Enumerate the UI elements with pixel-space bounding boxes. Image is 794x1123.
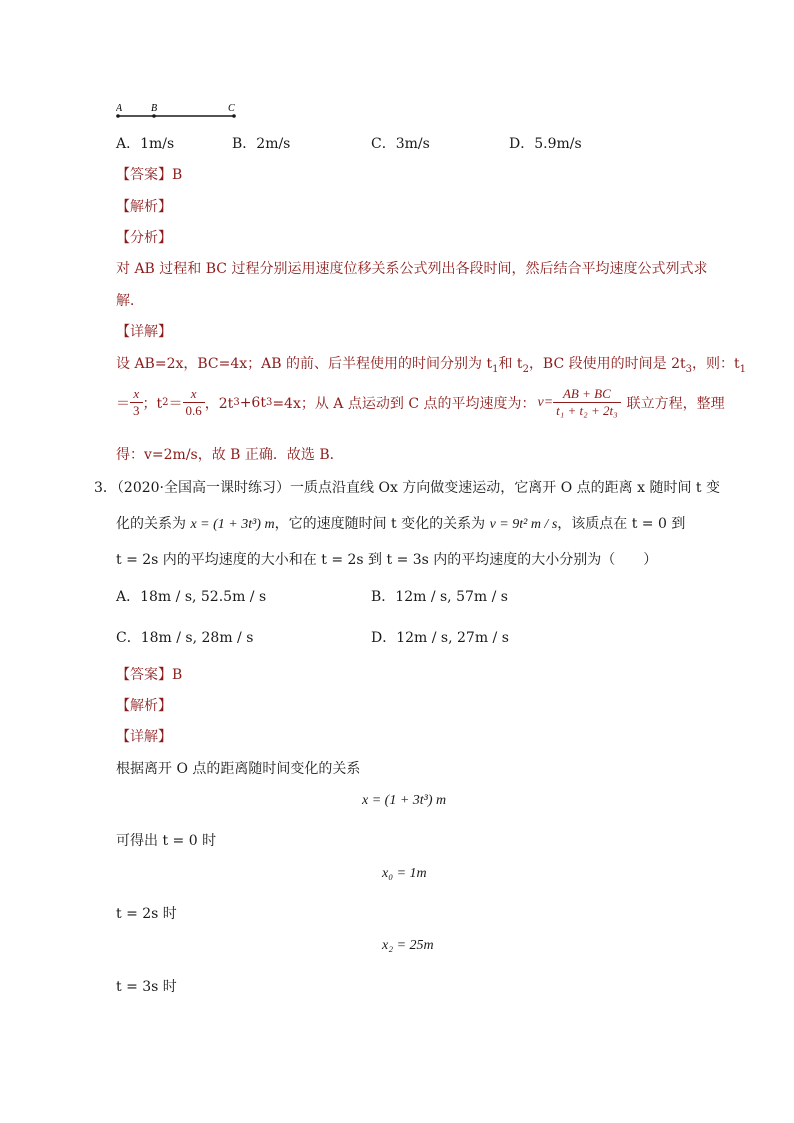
q3-stem-line2: 化的关系为 x = (1 + 3t³) m，它的速度随时间 t 变化的关系为 v = 9t² m / s，该质点在 t = 0 到 [116,516,686,532]
q3-solution-line1: 根据离开 O 点的距离随时间变化的关系 [116,761,361,777]
question-number: 3． [94,480,117,496]
point-b-label: B [151,103,158,114]
q3-equation-2: x₀ = 1m [382,866,427,881]
q2-answer-row [116,164,182,184]
q2-option-d: D．5.9m/s [509,136,582,152]
segment-abc-figure [116,101,238,121]
question-source: （2020·全国高一课时练习） [116,480,291,496]
q2-option-a: A．1m/s [116,136,175,152]
fraction-x-over-3: $\frac{x}{3}$ [130,386,143,419]
q3-option-c: C．18m / s, 28m / s [116,630,254,646]
q3-option-d: D．12m / s, 27m / s [371,630,509,646]
q2-detail-line2: ＝ $\frac{x}{3}$ ；t 2 ＝ $\frac{x}{0.6}$ ，2t 3 +6t 3 =4x；从 A 点运动到 C 点的平均速度为： v= $\frac{AB + BC}{\text{t₁ + t₂ + 2t₃}}$ 联立方程，整理 [116,386,725,418]
q3-analysis-label: 【解析】 [116,698,172,714]
answer-value: B [172,667,183,683]
q2-fenxi-line2: 解． [116,293,144,309]
q3-detail-label: 【详解】 [116,729,172,745]
q2-detail-line3: 得：v=2m/s，故 B 正确．故选 B． [116,447,344,463]
q3-stem-line1: 3．（2020·全国高一课时练习）一质点沿直线 Ox 方向做变速运动，它离开 O 点的距离 x 随时间 t 变 [94,480,720,496]
fraction-average-velocity: $\frac{AB + BC}{\text{t₁ + t₂ + 2t₃}}$ [553,386,620,419]
q2-option-b: B．2m/s [232,136,291,152]
answer-label: 【答案】 [116,167,172,183]
q2-option-c: C．3m/s [371,136,430,152]
answer-value: B [172,167,183,183]
q3-answer-row [116,664,182,684]
q3-option-b: B．12m / s, 57m / s [371,589,508,605]
q3-stem-line3: t = 2s 内的平均速度的大小和在 t = 2s 到 t = 3s 内的平均速度的大小分别为（ ） [116,552,658,568]
point-a-label: A [116,103,123,114]
q3-solution-line4: t = 3s 时 [116,979,177,995]
q3-equation-3: x₂ = 25m [382,938,434,953]
q3-equation-1: x = (1 + 3t³) m [362,793,447,808]
answer-label: 【答案】 [116,667,172,683]
q2-fenxi-label: 【分析】 [116,230,172,246]
q2-detail-label: 【详解】 [116,324,172,340]
q2-analysis-label: 【解析】 [116,199,172,215]
q3-option-a: A．18m / s, 52.5m / s [116,589,267,605]
q3-solution-line3: t = 2s 时 [116,906,177,922]
q3-solution-line2: 可得出 t = 0 时 [116,833,217,849]
point-c-label: C [228,103,235,114]
fraction-x-over-0.6: $\frac{x}{0.6}$ [183,386,205,419]
q2-detail-line1: 设 AB=2x，BC=4x；AB 的前、后半程使用的时间分别为 $t_1$和 $t_2$，BC 段使用的时间是 $2t_3$，则：$t_1$ [116,356,747,375]
q2-fenxi-line1: 对 AB 过程和 BC 过程分别运用速度位移关系公式列出各段时间，然后结合平均速度公式列式求 [116,261,708,277]
